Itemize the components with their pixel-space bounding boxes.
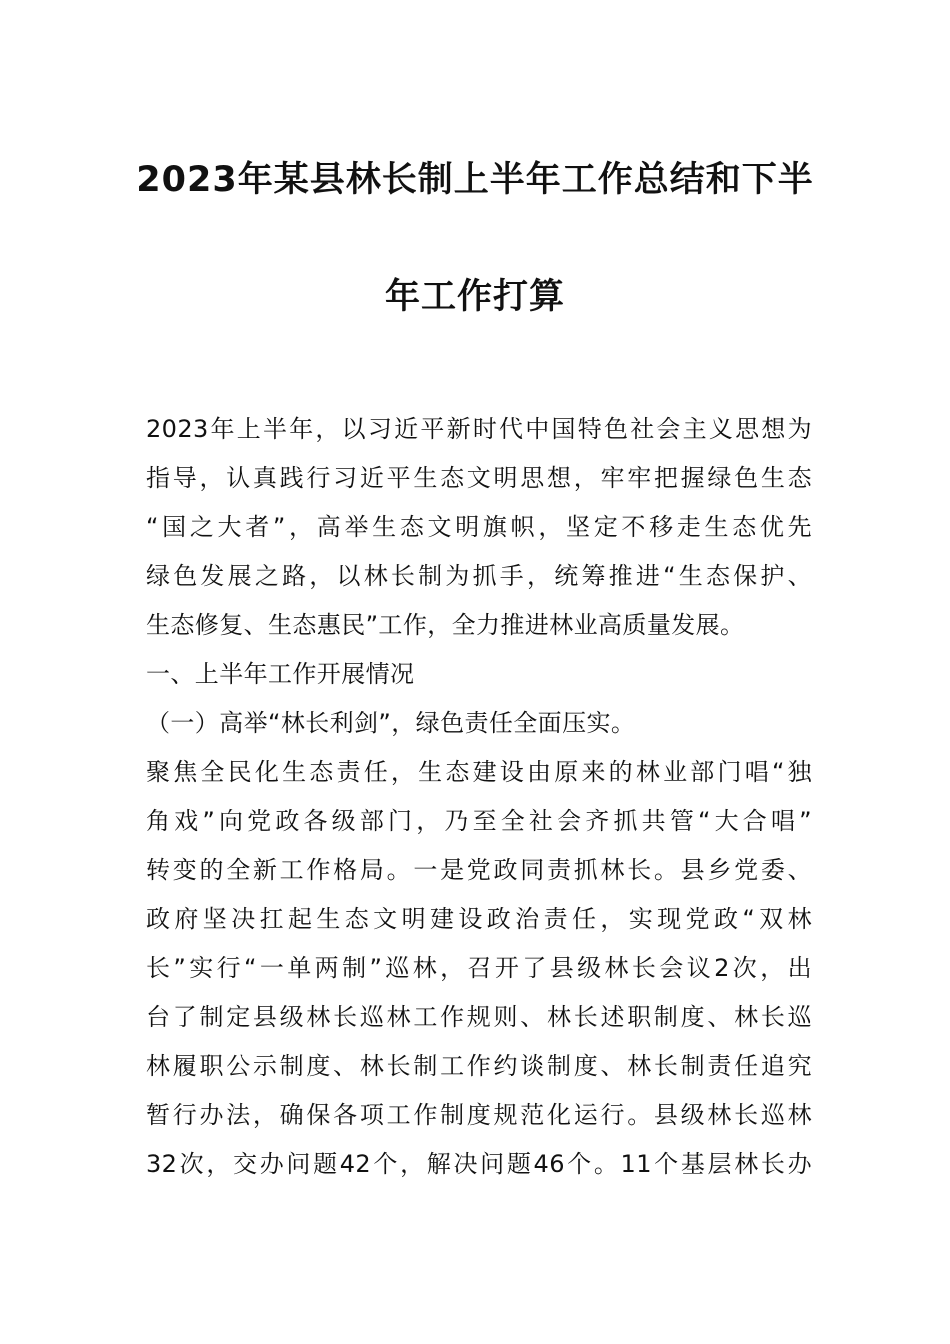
body-line: 政府坚决扛起生态文明建设政治责任，实现党政“双林 <box>146 905 812 933</box>
body-line: 转变的全新工作格局。一是党政同责抓林长。县乡党委、 <box>146 856 812 884</box>
body-line: “国之大者”，高举生态文明旗帜，坚定不移走生态优先 <box>146 513 812 541</box>
body-line: 生态修复、生态惠民”工作，全力推进林业高质量发展。 <box>146 611 745 639</box>
body-line: 台了制定县级林长巡林工作规则、林长述职制度、林长巡 <box>146 1003 812 1031</box>
body-line: 林履职公示制度、林长制工作约谈制度、林长制责任追究 <box>146 1052 812 1080</box>
subsection-heading: （一）高举“林长利剑”，绿色责任全面压实。 <box>146 709 636 737</box>
body-line: 角戏”向党政各级部门，乃至全社会齐抓共管“大合唱” <box>146 807 812 835</box>
body-line: 聚焦全民化生态责任，生态建设由原来的林业部门唱“独 <box>146 758 812 786</box>
body-line: 32次，交办问题42个，解决问题46个。11个基层林长办 <box>146 1150 812 1178</box>
body-line: 长”实行“一单两制”巡林，召开了县级林长会议2次，出 <box>146 954 812 982</box>
body-line: 绿色发展之路，以林长制为抓手，统筹推进“生态保护、 <box>146 562 812 590</box>
document-title-line-1: 2023年某县林长制上半年工作总结和下半 <box>136 160 814 200</box>
body-line: 暂行办法，确保各项工作制度规范化运行。县级林长巡林 <box>146 1101 812 1129</box>
body-line: 指导，认真践行习近平生态文明思想，牢牢把握绿色生态 <box>146 464 812 492</box>
document-title-line-2: 年工作打算 <box>384 277 565 317</box>
section-heading: 一、上半年工作开展情况 <box>146 660 415 688</box>
body-line: 2023年上半年，以习近平新时代中国特色社会主义思想为 <box>146 415 812 443</box>
